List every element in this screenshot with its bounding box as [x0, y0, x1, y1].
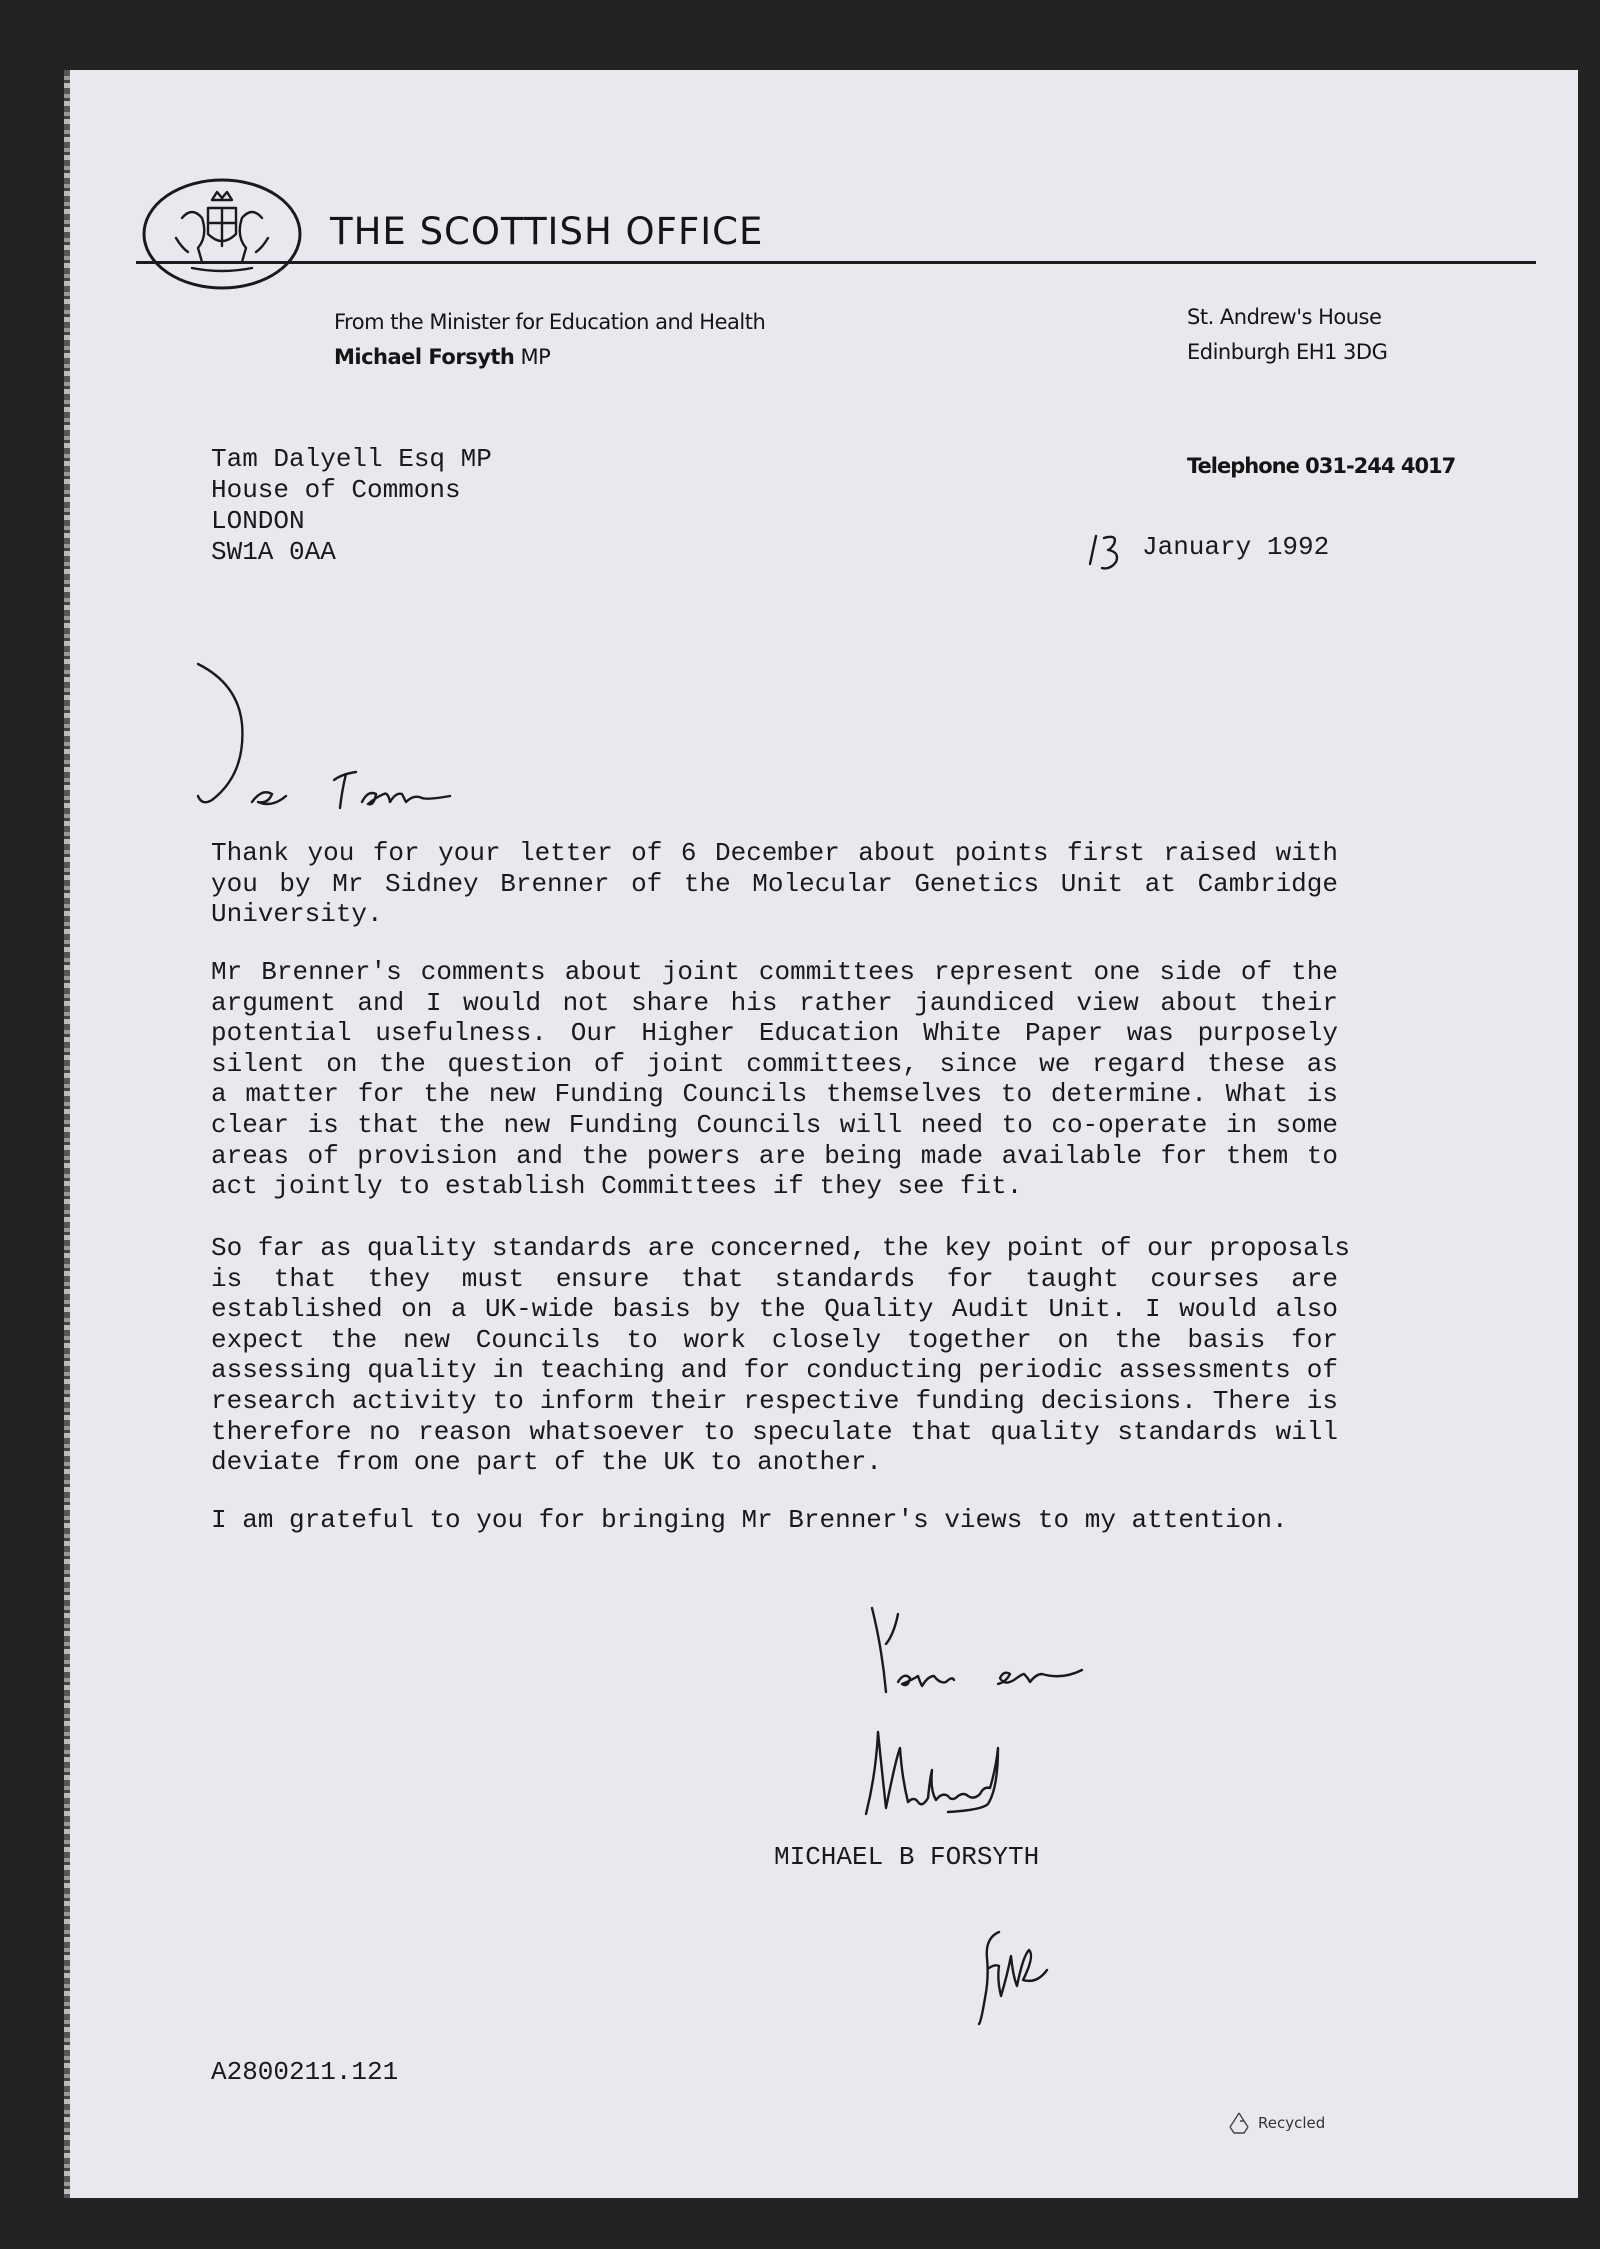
recycled-label: Recycled: [1258, 2114, 1326, 2132]
letterhead-rule: [136, 261, 1536, 264]
body-line: act jointly to establish Committees if they see fit.: [211, 1171, 1023, 1202]
handwritten-signature: [858, 1728, 1098, 1818]
letter-date: January 1992: [1142, 532, 1330, 562]
body-paragraph: [211, 1233, 1350, 1478]
scan-edge: [64, 70, 70, 2198]
body-line: expect the new Councils to work closely together on the basis for: [211, 1324, 1338, 1355]
office-address-line2: Edinburgh EH1 3DG: [1187, 340, 1388, 364]
body-paragraph: [211, 838, 1338, 930]
body-line: Mr Brenner's comments about joint committees represent one side of the: [211, 957, 1338, 987]
recycle-icon: [1226, 2110, 1252, 2136]
address-line: House of Commons: [211, 475, 461, 505]
body-line: areas of provision and the powers are being made available for them to: [211, 1140, 1338, 1171]
handwritten-file-annotation: [975, 1928, 1075, 2028]
organisation-name: THE SCOTTISH OFFICE: [330, 210, 764, 253]
body-line: assessing quality in teaching and for conducting periodic assessments of: [211, 1355, 1338, 1386]
document-reference: A2800211.121: [211, 2057, 399, 2087]
body-line: research activity to inform their respective funding decisions. There is: [211, 1385, 1338, 1416]
body-paragraph: [211, 957, 1338, 1202]
body-line: you by Mr Sidney Brenner of the Molecular Genetics Unit at Cambridge: [211, 868, 1338, 899]
body-line: silent on the question of joint committees, since we regard these as: [211, 1048, 1338, 1079]
signatory-name: MICHAEL B FORSYTH: [774, 1842, 1040, 1872]
address-line: SW1A 0AA: [211, 537, 336, 567]
handwritten-salutation: [194, 660, 494, 820]
address-line: Tam Dalyell Esq MP: [211, 444, 492, 474]
body-line: established on a UK-wide basis by the Quality Audit Unit. I would also: [211, 1294, 1338, 1325]
body-line: University.: [211, 899, 383, 930]
minister-suffix: MP: [514, 345, 551, 369]
body-line: I am grateful to you for bringing Mr Brenner's views to my attention.: [211, 1505, 1288, 1535]
minister-name: [334, 345, 550, 369]
body-line: deviate from one part of the UK to another.: [211, 1447, 882, 1478]
body-line: argument and I would not share his rather jaundiced view about their: [211, 987, 1338, 1018]
handwritten-day: [1088, 530, 1128, 570]
from-line: From the Minister for Education and Health: [334, 310, 766, 334]
royal-coat-of-arms-icon: [142, 178, 302, 290]
office-address-line1: St. Andrew's House: [1187, 305, 1382, 329]
telephone: Telephone 031-244 4017: [1187, 454, 1456, 478]
body-line: a matter for the new Funding Councils themselves to determine. What is: [211, 1079, 1338, 1110]
minister-name-text: Michael Forsyth: [334, 345, 515, 369]
body-line: Thank you for your letter of 6 December about points first raised with: [211, 838, 1338, 868]
body-line: is that they must ensure that standards for taught courses are: [211, 1263, 1338, 1294]
recycled-mark: [1226, 2110, 1325, 2136]
address-line: LONDON: [211, 506, 305, 536]
body-line: So far as quality standards are concerned, the key point of our proposals: [211, 1233, 1350, 1263]
body-line: potential usefulness. Our Higher Education White Paper was purposely: [211, 1018, 1338, 1049]
body-paragraph: [211, 1505, 1338, 1536]
body-line: clear is that the new Funding Councils will need to co-operate in some: [211, 1109, 1338, 1140]
recipient-address: [211, 444, 492, 568]
handwritten-closing: [868, 1604, 1108, 1704]
body-line: therefore no reason whatsoever to speculate that quality standards will: [211, 1416, 1338, 1447]
